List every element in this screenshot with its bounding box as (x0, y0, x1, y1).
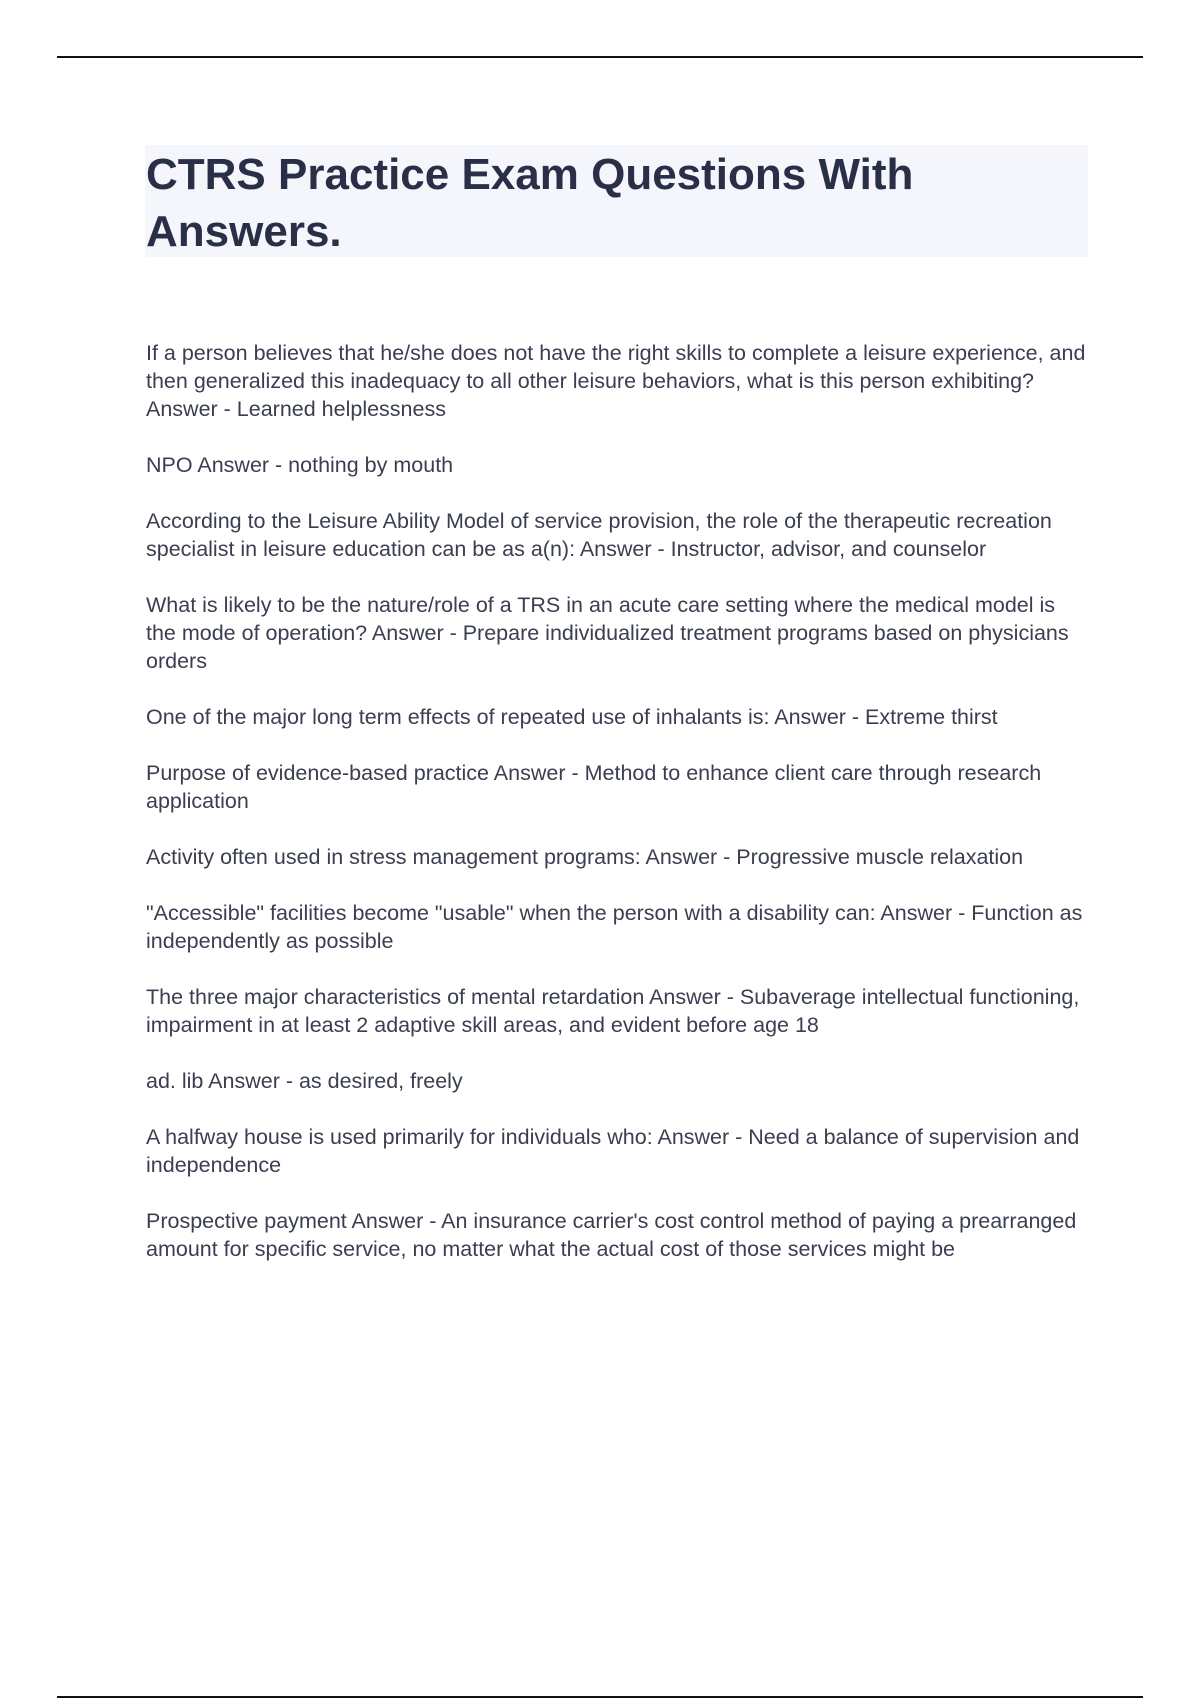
qa-item: ad. lib Answer - as desired, freely (146, 1069, 463, 1093)
qa-list (146, 339, 1086, 1291)
qa-item: Prospective payment Answer - An insurance carrier's cost control method of paying a prearranged amount for specific service, no matter what the actual cost of those services might be (146, 1209, 1077, 1261)
document-title: CTRS Practice Exam Questions With Answers. (146, 150, 914, 256)
top-rule (57, 56, 1143, 58)
qa-item: A halfway house is used primarily for individuals who: Answer - Need a balance of supervision and independence (146, 1125, 1080, 1177)
qa-item: The three major characteristics of mental retardation Answer - Subaverage intellectual functioning, impairment in at least 2 adaptive skill areas, and evident before age 18 (146, 985, 1080, 1037)
qa-item: One of the major long term effects of repeated use of inhalants is: Answer - Extreme thirst (146, 705, 998, 729)
qa-item: Activity often used in stress management programs: Answer - Progressive muscle relaxation (146, 845, 1024, 869)
qa-item: Purpose of evidence-based practice Answer - Method to enhance client care through research application (146, 761, 1042, 813)
bottom-rule (57, 1696, 1143, 1698)
qa-item: "Accessible" facilities become "usable" when the person with a disability can: Answer - Function as independently as possible (146, 901, 1083, 953)
qa-item: What is likely to be the nature/role of a TRS in an acute care setting where the medical model is the mode of operation? Answer - Prepare individualized treatment programs based on physicians orders (146, 593, 1069, 673)
qa-item: If a person believes that he/she does not have the right skills to complete a leisure experience, and then generalized this inadequacy to all other leisure behaviors, what is this person exhibiting? Answer - Learned helplessness (146, 341, 1086, 421)
qa-item: NPO Answer - nothing by mouth (146, 453, 454, 477)
qa-item: According to the Leisure Ability Model of service provision, the role of the therapeutic recreation specialist in leisure education can be as a(n): Answer - Instructor, advisor, and counselor (146, 509, 1052, 561)
